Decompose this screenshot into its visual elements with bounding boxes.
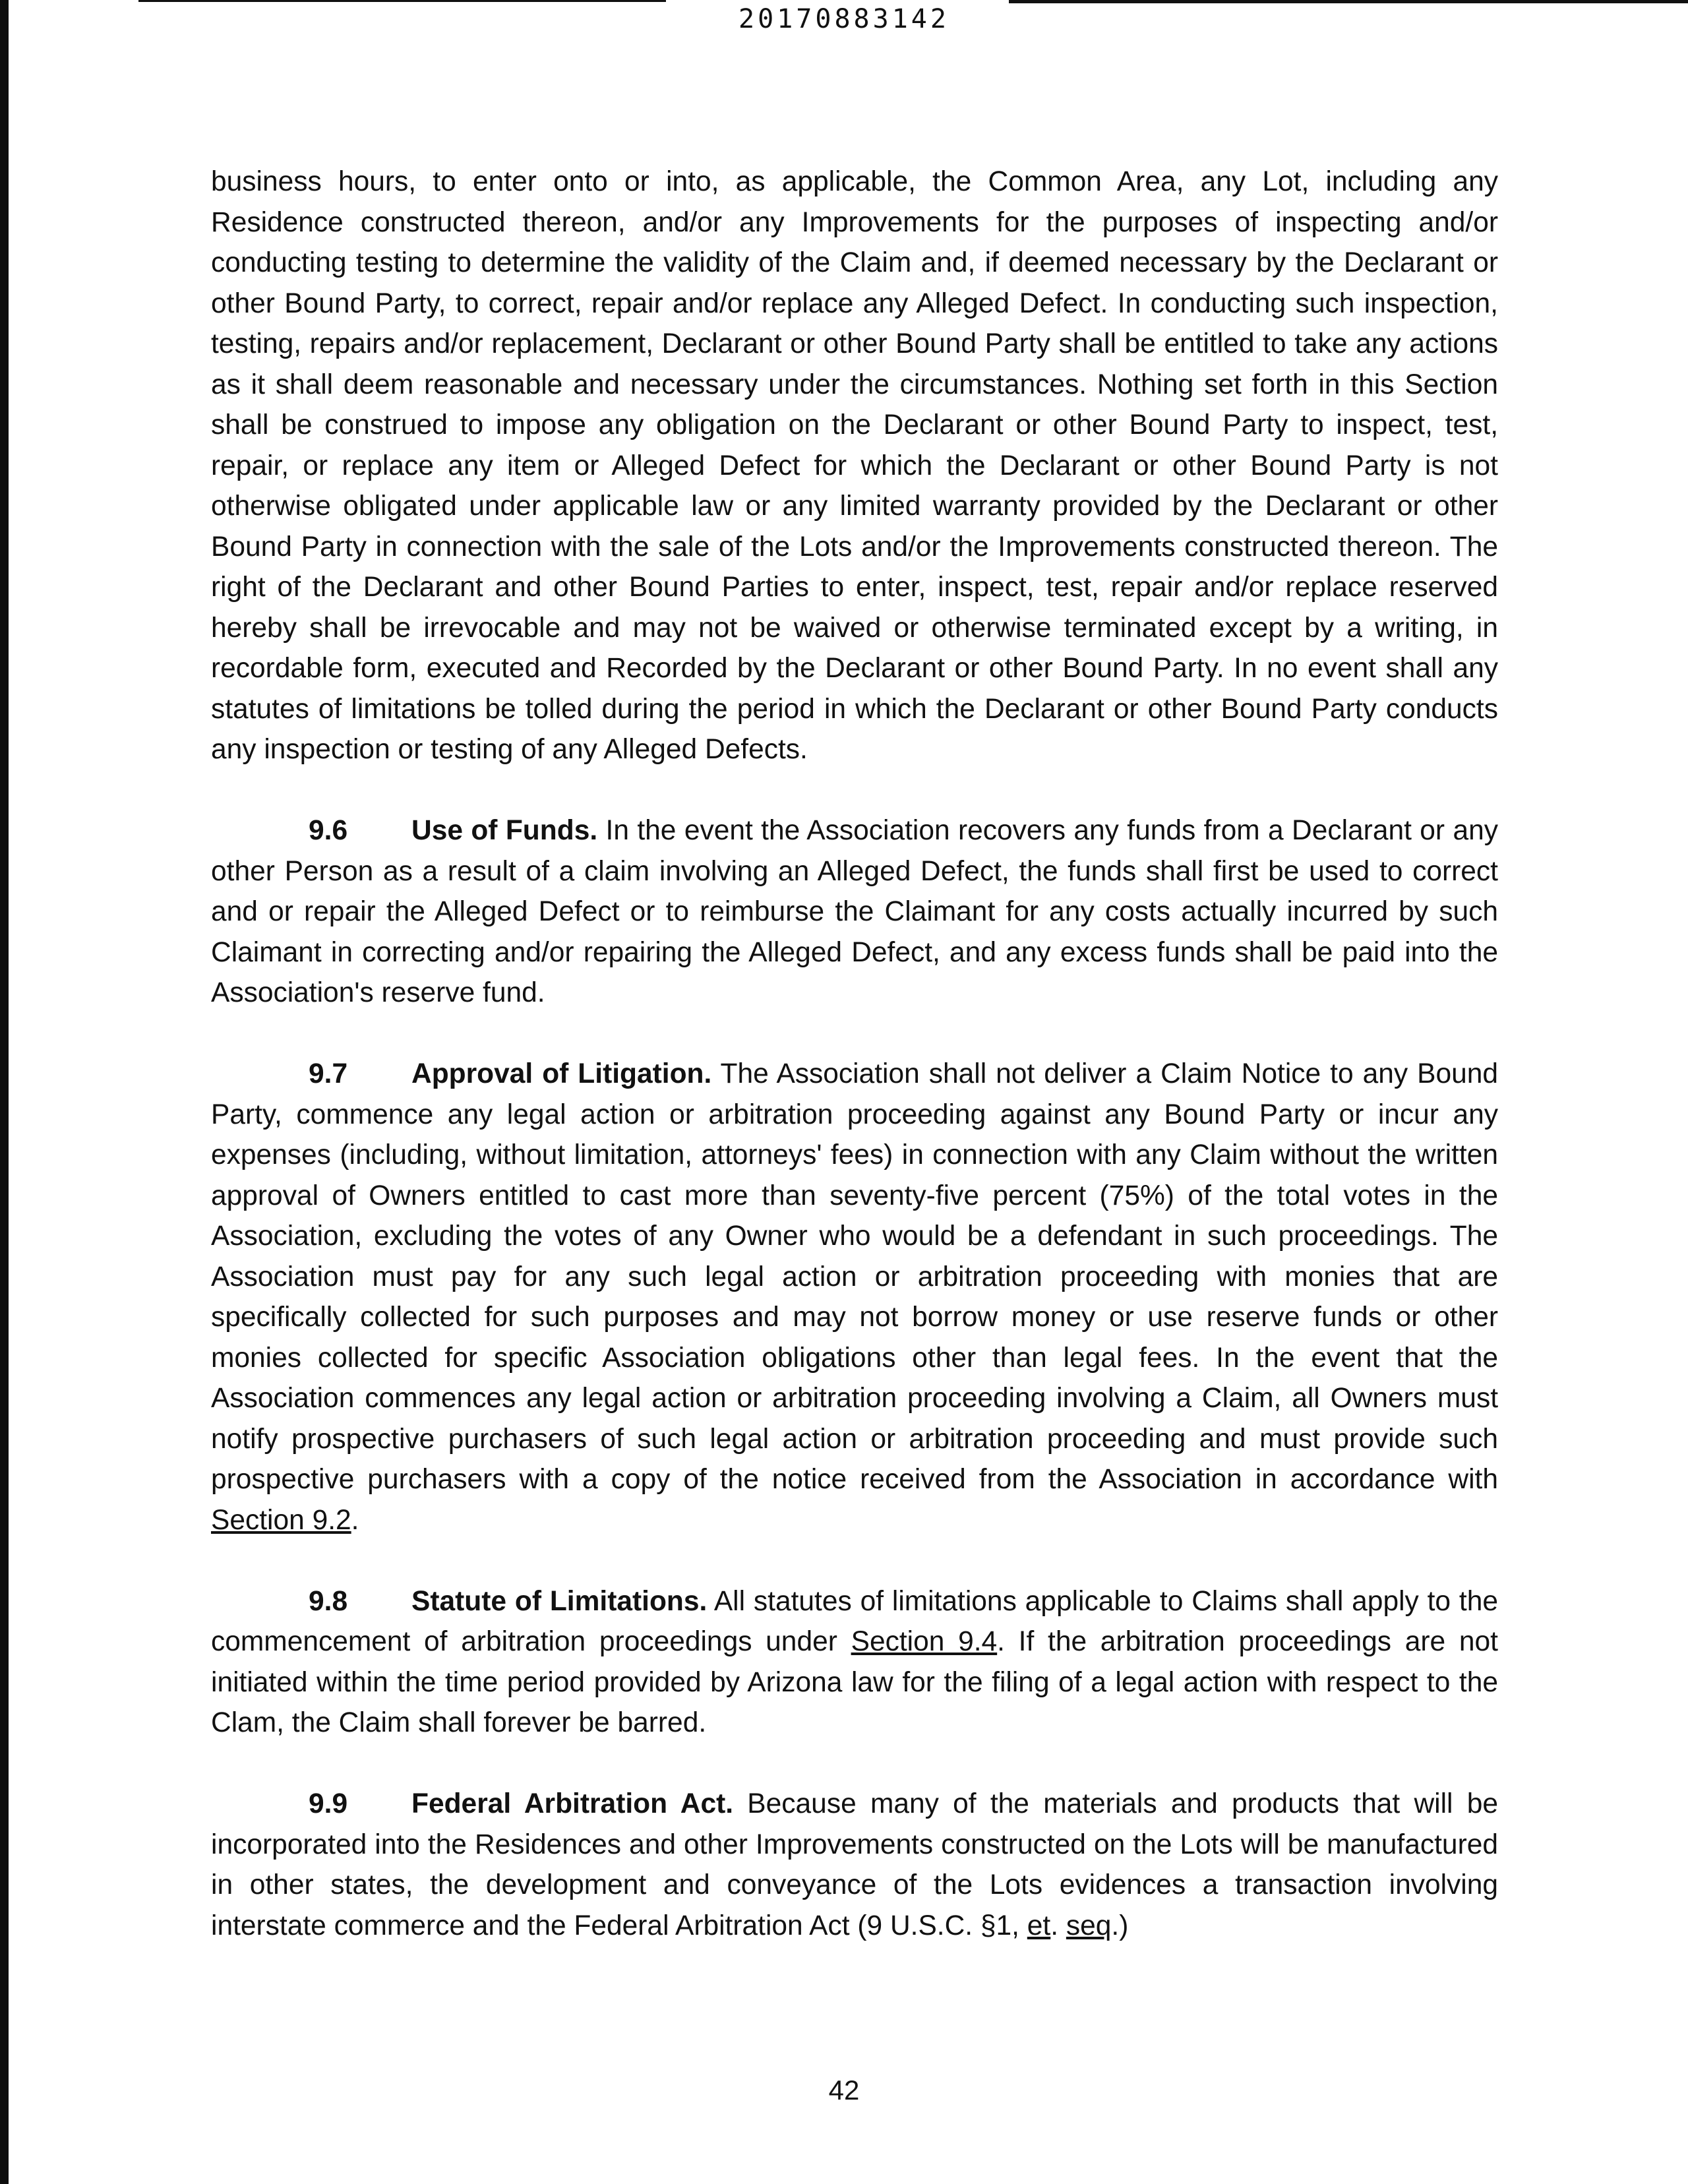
section-9-6	[211, 810, 1498, 1014]
section-text-end: .)	[1111, 1910, 1129, 1941]
section-9-9	[211, 1784, 1498, 1946]
document-number: 20170883142	[738, 4, 950, 34]
section-title: Federal Arbitration Act.	[411, 1788, 734, 1819]
document-body	[211, 162, 1498, 1946]
section-title: Approval of Litigation.	[411, 1058, 712, 1089]
page-number: 42	[828, 2075, 860, 2106]
section-text: In the event the Association recovers any funds from a Declarant or any other Person as a result of a claim involving an Alleged Defect, the funds shall first be used to correct and or repair the Alleged Defect or to reimburse the Claimant for any costs actually incurred by such Claimant in correcting and/or repairing the Alleged Defect, and any excess funds shall be paid into the Association's reserve fund.	[211, 815, 1498, 1008]
latin-separator: .	[1050, 1910, 1066, 1941]
section-title: Statute of Limitations.	[411, 1585, 708, 1617]
section-9-8	[211, 1581, 1498, 1744]
section-number: 9.6	[309, 815, 348, 846]
section-number: 9.7	[309, 1058, 348, 1089]
continued-paragraph: business hours, to enter onto or into, as applicable, the Common Area, any Lot, including any Residence constructed thereon, and/or any Improvements for the purposes of inspecting and/or conducting testing to determine the validity of the Claim and, if deemed necessary by the Declarant or other Bound Party, to correct, repair and/or replace any Alleged Defect. In conducting such inspection, testing, repairs and/or replacement, Declarant or other Bound Party shall be entitled to take any actions as it shall deem reasonable and necessary under the circumstances. Nothing set forth in this Section shall be construed to impose any obligation on the Declarant or other Bound Party to inspect, test, repair, or replace any item or Alleged Defect for which the Declarant or other Bound Party is not otherwise obligated under applicable law or any limited warranty provided by the Declarant or other Bound Party in connection with the sale of the Lots and/or the Improvements constructed thereon. The right of the Declarant and other Bound Parties to enter, inspect, test, repair and/or replace reserved hereby shall be irrevocable and may not be waived or otherwise terminated except by a writing, in recordable form, executed and Recorded by the Declarant or other Bound Party. In no event shall any statutes of limitations be tolled during the period in which the Declarant or other Bound Party conducts any inspection or testing of any Alleged Defects.	[211, 166, 1498, 765]
latin-seq: seq	[1066, 1910, 1112, 1941]
section-text-end: .	[351, 1504, 359, 1536]
section-text: Because many of the materials and products that will be incorporated into the Residences and other Improvements constructed on the Lots will be manufactured in other states, the development and conveyance of the Lots evidences a transaction involving interstate commerce and the Federal Arbitration Act (9 U.S.C. §1,	[211, 1788, 1498, 1941]
scan-edge-bar	[0, 0, 9, 2184]
section-text: All statutes of limitations applicable to Claims shall apply to the commencement of arbitration proceedings under	[211, 1585, 1498, 1657]
section-text: The Association shall not deliver a Claim Notice to any Bound Party, commence any legal action or arbitration proceeding against any Bound Party or incur any expenses (including, without limitation, attorneys' fees) in connection with any Claim without the written approval of Owners entitled to cast more than seventy-five percent (75%) of the total votes in the Association, excluding the votes of any Owner who would be a defendant in such proceedings. The Association must pay for any such legal action or arbitration proceeding with monies that are specifically collected for such purposes and may not borrow money or use reserve funds or other monies collected for specific Association obligations other than legal fees. In the event that the Association commences any legal action or arbitration proceeding involving a Claim, all Owners must notify prospective purchasers of such legal action or arbitration proceeding and must provide such prospective purchasers with a copy of the notice received from the Association in accordance with	[211, 1058, 1498, 1495]
section-reference: Section 9.4	[851, 1626, 998, 1657]
section-reference: Section 9.2	[211, 1504, 351, 1536]
section-9-7	[211, 1054, 1498, 1540]
section-text-continued: . If the arbitration proceedings are not initiated within the time period provided by Arizona law for the filing of a legal action with respect to the Clam, the Claim shall forever be barred.	[211, 1626, 1498, 1738]
section-number: 9.9	[309, 1788, 348, 1819]
section-title: Use of Funds.	[411, 815, 598, 846]
section-number: 9.8	[309, 1585, 348, 1617]
top-rule-left	[138, 0, 666, 2]
latin-et: et	[1027, 1910, 1051, 1941]
